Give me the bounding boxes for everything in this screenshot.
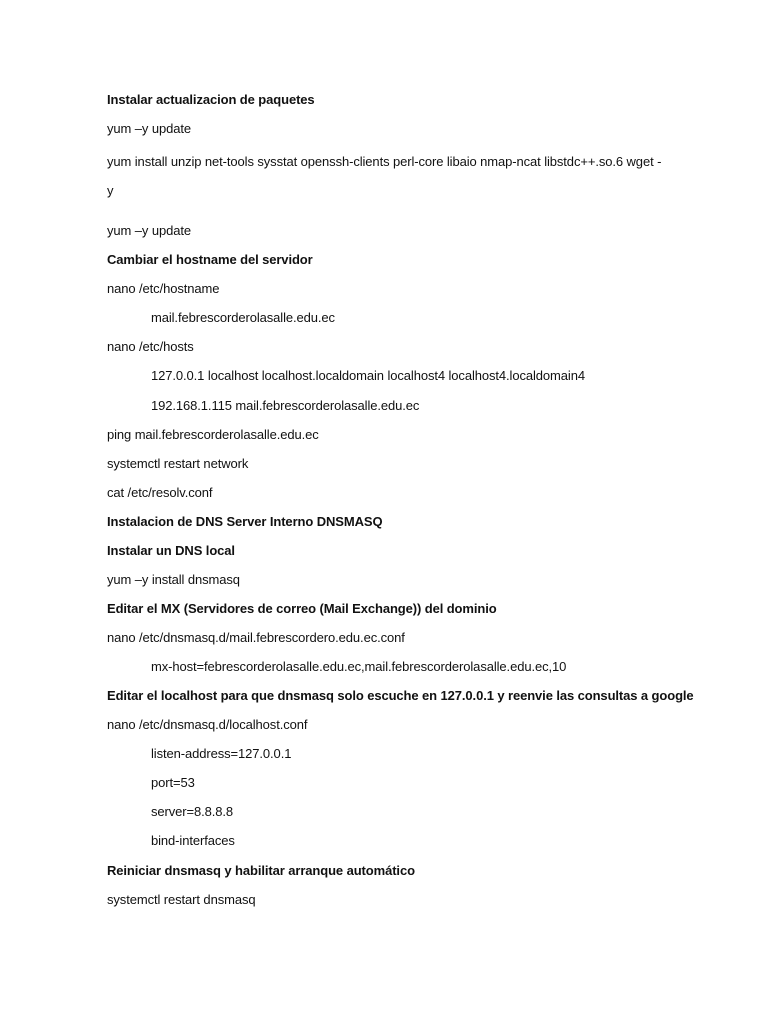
command-ping: ping mail.febrescorderolasalle.edu.ec [107, 427, 319, 442]
command-nano-localhost-conf: nano /etc/dnsmasq.d/localhost.conf [107, 717, 308, 732]
hosts-mail-entry: 192.168.1.115 mail.febrescorderolasalle.edu.ec [151, 398, 420, 413]
hostname-value: mail.febrescorderolasalle.edu.ec [151, 310, 335, 325]
heading-reiniciar-dnsmasq: Reiniciar dnsmasq y habilitar arranque automático [107, 863, 415, 878]
config-port: port=53 [151, 775, 195, 790]
heading-instalar-actualizacion: Instalar actualizacion de paquetes [107, 92, 315, 107]
command-nano-mx-conf: nano /etc/dnsmasq.d/mail.febrescordero.edu.ec.conf [107, 630, 405, 645]
command-nano-hosts: nano /etc/hosts [107, 339, 194, 354]
command-restart-network: systemctl restart network [107, 456, 249, 471]
command-yum-update: yum –y update [107, 121, 191, 136]
config-bind-interfaces: bind-interfaces [151, 833, 235, 848]
command-yum-install-packages: yum install unzip net-tools sysstat openssh-clients perl-core libaio nmap-ncat libstdc++.so.6 wget -y [107, 154, 662, 198]
heading-editar-localhost: Editar el localhost para que dnsmasq solo escuche en 127.0.0.1 y reenvie las consultas a google [107, 688, 694, 703]
command-install-dnsmasq: yum –y install dnsmasq [107, 572, 240, 587]
heading-instalar-dns-local: Instalar un DNS local [107, 543, 235, 558]
command-restart-dnsmasq: systemctl restart dnsmasq [107, 892, 256, 907]
heading-editar-mx: Editar el MX (Servidores de correo (Mail Exchange)) del dominio [107, 601, 497, 616]
command-nano-hostname: nano /etc/hostname [107, 281, 220, 296]
heading-cambiar-hostname: Cambiar el hostname del servidor [107, 252, 313, 267]
config-server: server=8.8.8.8 [151, 804, 234, 819]
command-yum-update-2: yum –y update [107, 223, 191, 238]
hosts-localhost-entry: 127.0.0.1 localhost localhost.localdomain localhost4 localhost4.localdomain4 [151, 368, 585, 383]
heading-instalacion-dns: Instalacion de DNS Server Interno DNSMASQ [107, 514, 383, 529]
config-listen-address: listen-address=127.0.0.1 [151, 746, 292, 761]
command-cat-resolv: cat /etc/resolv.conf [107, 485, 213, 500]
mx-host-value: mx-host=febrescorderolasalle.edu.ec,mail.febrescorderolasalle.edu.ec,10 [151, 659, 567, 674]
